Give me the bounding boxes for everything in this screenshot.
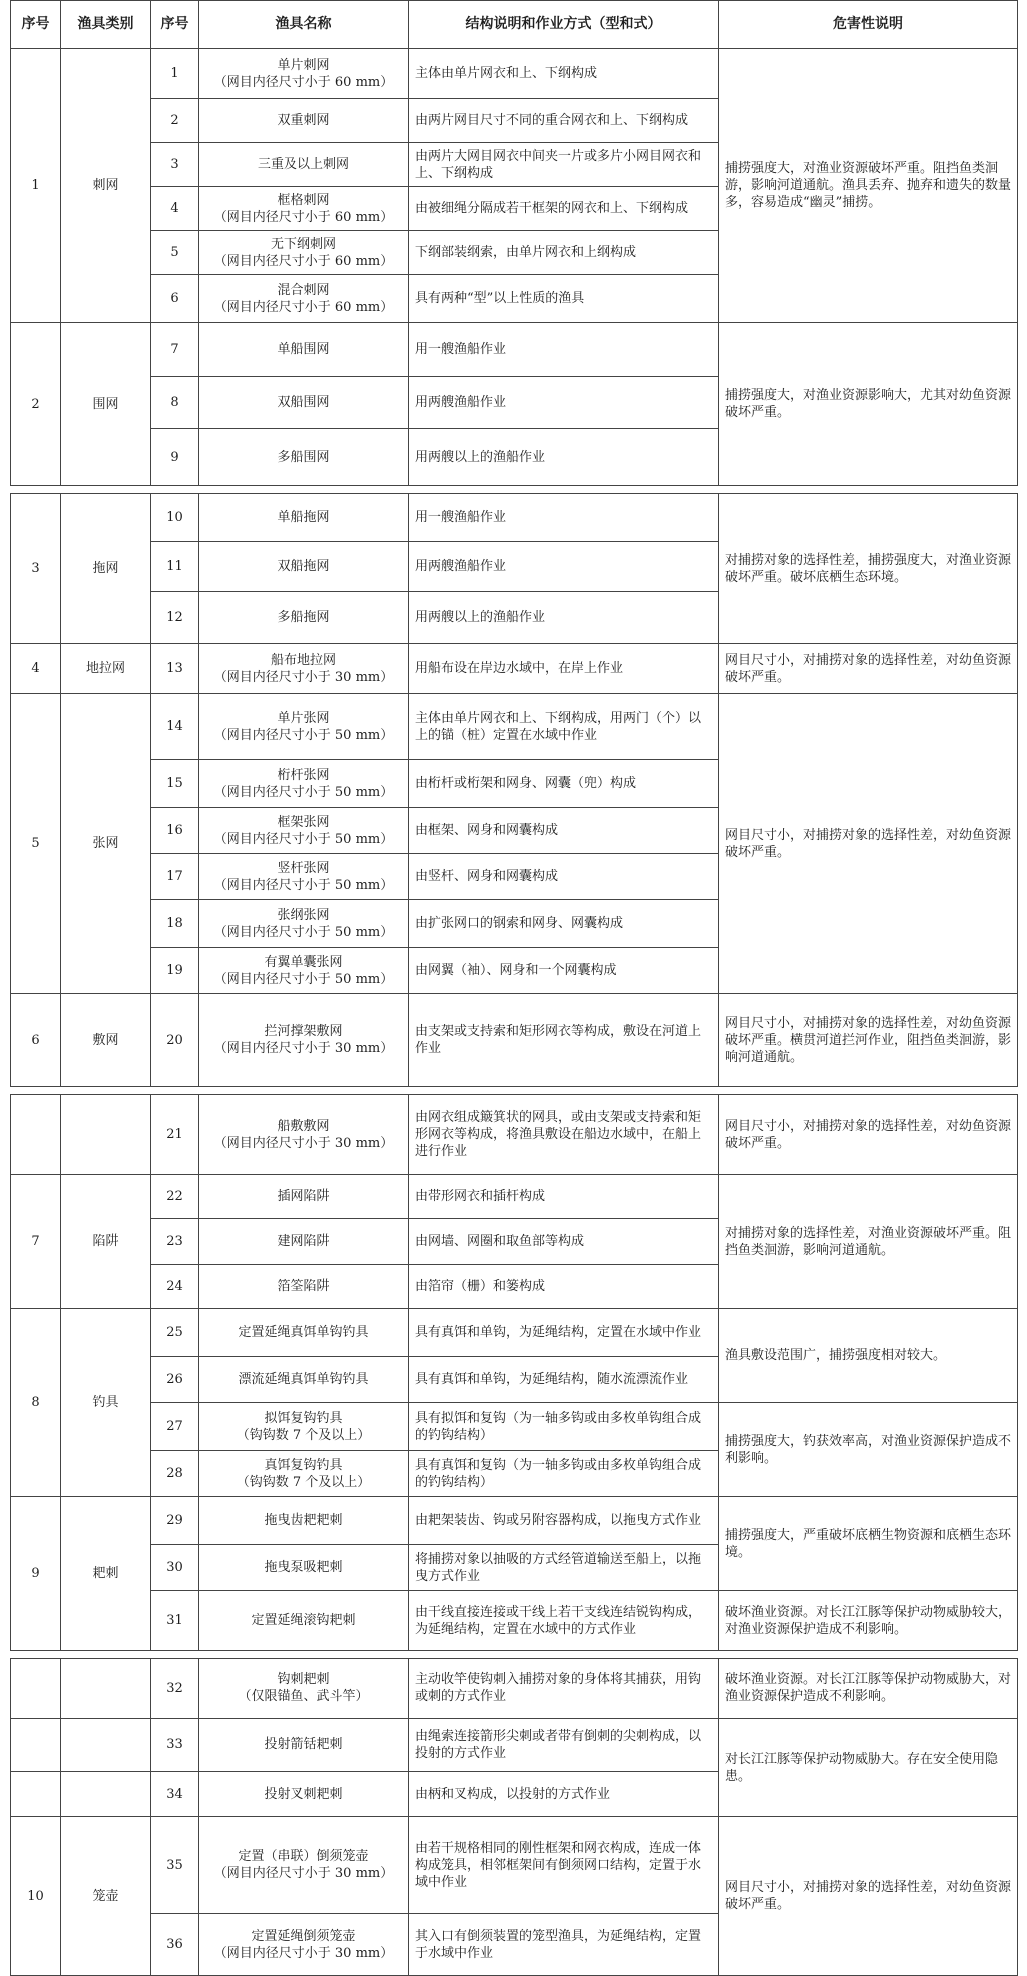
structure-description: 下纲部装纲索，由单片网衣和上纲构成 [409,231,719,275]
gear-name: 拦河撑架敷网 （网目内径尺寸小于 30 mm） [199,994,409,1087]
table-row [11,1817,1018,1914]
column-header: 危害性说明 [719,1,1018,49]
structure-description: 由带形网衣和插杆构成 [409,1175,719,1219]
table-segment-4 [10,1658,1017,1976]
column-header: 渔具名称 [199,1,409,49]
gear-number: 35 [151,1817,199,1914]
gear-name: 插网陷阱 [199,1175,409,1219]
gear-number: 34 [151,1772,199,1817]
category-number: 5 [11,694,61,994]
gear-name: 漂流延绳真饵单钩钓具 [199,1357,409,1403]
gear-number: 11 [151,542,199,592]
gear-name: 投射叉刺耙刺 [199,1772,409,1817]
gear-name: 单片张网 （网目内径尺寸小于 50 mm） [199,694,409,760]
gear-name: 桁杆张网 （网目内径尺寸小于 50 mm） [199,760,409,808]
structure-description: 由干线直接连接或干线上若干支线连结锐钩构成，为延绳结构，定置在水域中的方式作业 [409,1591,719,1651]
gear-name: 投射箭铦耙刺 [199,1718,409,1772]
hazard-description: 捕捞强度大，严重破坏底栖生物资源和底栖生态环境。 [719,1497,1018,1591]
gear-name: 多船拖网 [199,592,409,644]
table-row [11,644,1018,694]
structure-description: 具有拟饵和复钩（为一轴多钩或由多枚单钩组合成的钓钩结构） [409,1403,719,1451]
structure-description: 将捕捞对象以抽吸的方式经管道输送至船上，以拖曳方式作业 [409,1545,719,1591]
hazard-description: 捕捞强度大，钓获效率高，对渔业资源保护造成不利影响。 [719,1403,1018,1497]
category-number: 7 [11,1175,61,1309]
gear-name: 多船围网 [199,429,409,486]
category-number [11,1718,61,1772]
gear-number: 14 [151,694,199,760]
gear-category [61,1772,151,1817]
gear-number: 9 [151,429,199,486]
gear-number: 28 [151,1451,199,1497]
gear-number: 24 [151,1265,199,1309]
gear-name: 单船拖网 [199,494,409,542]
gear-number: 6 [151,275,199,323]
gear-name: 竖杆张网 （网目内径尺寸小于 50 mm） [199,854,409,900]
gear-category: 笼壶 [61,1817,151,1976]
gear-category: 围网 [61,323,151,486]
gear-number: 16 [151,808,199,854]
structure-description: 由柄和叉构成，以投射的方式作业 [409,1772,719,1817]
table-row [11,1095,1018,1175]
structure-description: 由框架、网身和网囊构成 [409,808,719,854]
table-row [11,694,1018,760]
table-segment-2 [10,493,1017,1086]
column-header: 结构说明和作业方式（型和式） [409,1,719,49]
gear-number: 2 [151,99,199,143]
gear-name: 框架张网 （网目内径尺寸小于 50 mm） [199,808,409,854]
fishing-gear-table [10,493,1018,1087]
gear-name: 定置延绳滚钩耙刺 [199,1591,409,1651]
gear-name: 双船拖网 [199,542,409,592]
gear-number: 25 [151,1309,199,1357]
structure-description: 由网墙、网圈和取鱼部等构成 [409,1219,719,1265]
table-row [11,1309,1018,1357]
gear-name: 混合刺网 （网目内径尺寸小于 60 mm） [199,275,409,323]
table-row [11,1403,1018,1451]
table-row [11,49,1018,99]
structure-description: 由扩张网口的钢索和网身、网囊构成 [409,900,719,948]
structure-description: 由被细绳分隔成若干框架的网衣和上、下纲构成 [409,187,719,231]
gear-number: 18 [151,900,199,948]
header-row [11,1,1018,49]
gear-number: 7 [151,323,199,377]
table-row [11,323,1018,377]
structure-description: 用一艘渔船作业 [409,494,719,542]
hazard-description: 破坏渔业资源。对长江江豚等保护动物威胁大，对渔业资源保护造成不利影响。 [719,1659,1018,1719]
gear-name: 建网陷阱 [199,1219,409,1265]
gear-number: 26 [151,1357,199,1403]
gear-category [61,1095,151,1175]
gear-category: 张网 [61,694,151,994]
table-segment-1 [10,0,1017,485]
structure-description: 由耙架装齿、钩或另附容器构成，以拖曳方式作业 [409,1497,719,1545]
structure-description: 由箔帘（栅）和篓构成 [409,1265,719,1309]
gear-name: 张纲张网 （网目内径尺寸小于 50 mm） [199,900,409,948]
gear-name: 有翼单囊张网 （网目内径尺寸小于 50 mm） [199,948,409,994]
fishing-gear-table [10,1094,1018,1651]
gear-number: 36 [151,1914,199,1976]
structure-description: 用两艘以上的渔船作业 [409,429,719,486]
category-number: 2 [11,323,61,486]
structure-description: 具有真饵和单钩，为延绳结构，定置在水域中作业 [409,1309,719,1357]
structure-description: 用两艘渔船作业 [409,542,719,592]
gear-number: 19 [151,948,199,994]
table-segment-3 [10,1094,1017,1650]
category-number: 3 [11,494,61,644]
structure-description: 主体由单片网衣和上、下纲构成，用两门（个）以上的锚（桩）定置在水域中作业 [409,694,719,760]
gear-name: 拖曳齿耙耙刺 [199,1497,409,1545]
gear-number: 27 [151,1403,199,1451]
gear-number: 17 [151,854,199,900]
gear-number: 31 [151,1591,199,1651]
hazard-description: 对捕捞对象的选择性差，对渔业资源破坏严重。阻挡鱼类洄游，影响河道通航。 [719,1175,1018,1309]
category-number: 10 [11,1817,61,1976]
gear-number: 23 [151,1219,199,1265]
gear-number: 12 [151,592,199,644]
category-number: 4 [11,644,61,694]
structure-description: 具有真饵和单钩，为延绳结构，随水流漂流作业 [409,1357,719,1403]
gear-number: 8 [151,377,199,429]
gear-name: 单船围网 [199,323,409,377]
gear-number: 21 [151,1095,199,1175]
category-number [11,1772,61,1817]
gear-number: 22 [151,1175,199,1219]
gear-number: 33 [151,1718,199,1772]
structure-description: 由绳索连接箭形尖刺或者带有倒刺的尖刺构成，以投射的方式作业 [409,1718,719,1772]
hazard-description: 网目尺寸小，对捕捞对象的选择性差，对幼鱼资源破坏严重。 [719,1817,1018,1976]
gear-number: 20 [151,994,199,1087]
category-number [11,1095,61,1175]
structure-description: 由网翼（袖）、网身和一个网囊构成 [409,948,719,994]
fishing-gear-table [10,1658,1018,1976]
hazard-description: 捕捞强度大，对渔业资源破坏严重。阻挡鱼类洄游，影响河道通航。渔具丢弃、抛弃和遗失的数量多，容易造成“幽灵”捕捞。 [719,49,1018,323]
structure-description: 具有真饵和复钩（为一轴多钩或由多枚单钩组合成的钓钩结构） [409,1451,719,1497]
gear-number: 3 [151,143,199,187]
category-number: 1 [11,49,61,323]
structure-description: 由支架或支持索和矩形网衣等构成，敷设在河道上作业 [409,994,719,1087]
gear-name: 定置延绳真饵单钩钓具 [199,1309,409,1357]
structure-description: 其入口有倒须装置的笼型渔具，为延绳结构，定置于水域中作业 [409,1914,719,1976]
gear-number: 15 [151,760,199,808]
gear-name: 定置延绳倒须笼壶 （网目内径尺寸小于 30 mm） [199,1914,409,1976]
structure-description: 由网衣组成簸箕状的网具，或由支架或支持索和矩形网衣等构成，将渔具敷设在船边水域中，在船上进行作业 [409,1095,719,1175]
structure-description: 由桁杆或桁架和网身、网囊（兜）构成 [409,760,719,808]
hazard-description: 网目尺寸小，对捕捞对象的选择性差，对幼鱼资源破坏严重。 [719,1095,1018,1175]
gear-number: 4 [151,187,199,231]
category-number [11,1659,61,1719]
gear-name: 单片刺网 （网目内径尺寸小于 60 mm） [199,49,409,99]
gear-number: 5 [151,231,199,275]
hazard-description: 破坏渔业资源。对长江江豚等保护动物威胁较大，对渔业资源保护造成不利影响。 [719,1591,1018,1651]
hazard-description: 捕捞强度大，对渔业资源影响大，尤其对幼鱼资源破坏严重。 [719,323,1018,486]
gear-number: 30 [151,1545,199,1591]
structure-description: 具有两种“型”以上性质的渔具 [409,275,719,323]
structure-description: 由两片网目尺寸不同的重合网衣和上、下纲构成 [409,99,719,143]
table-row [11,994,1018,1087]
hazard-description: 对长江江豚等保护动物威胁大。存在安全使用隐患。 [719,1718,1018,1817]
structure-description: 用两艘渔船作业 [409,377,719,429]
gear-number: 10 [151,494,199,542]
fishing-gear-table [10,0,1018,486]
gear-category: 刺网 [61,49,151,323]
gear-name: 箔筌陷阱 [199,1265,409,1309]
gear-name: 钩刺耙刺 （仅限锚鱼、武斗竿） [199,1659,409,1719]
column-header: 序号 [151,1,199,49]
hazard-description: 网目尺寸小，对捕捞对象的选择性差，对幼鱼资源破坏严重。 [719,694,1018,994]
gear-name: 双船围网 [199,377,409,429]
category-number: 6 [11,994,61,1087]
gear-category: 地拉网 [61,644,151,694]
structure-description: 由两片大网目网衣中间夹一片或多片小网目网衣和上、下纲构成 [409,143,719,187]
hazard-description: 对捕捞对象的选择性差，捕捞强度大，对渔业资源破坏严重。破坏底栖生态环境。 [719,494,1018,644]
column-header: 序号 [11,1,61,49]
gear-name: 框格刺网 （网目内径尺寸小于 60 mm） [199,187,409,231]
structure-description: 由竖杆、网身和网囊构成 [409,854,719,900]
gear-category [61,1718,151,1772]
gear-category: 陷阱 [61,1175,151,1309]
table-row [11,1497,1018,1545]
gear-category: 耙刺 [61,1497,151,1651]
gear-name: 拖曳泵吸耙刺 [199,1545,409,1591]
structure-description: 由若干规格相同的刚性框架和网衣构成，连成一体构成笼具，相邻框架间有倒须网口结构，定置于水域中作业 [409,1817,719,1914]
gear-name: 真饵复钩钓具 （钩钩数 7 个及以上） [199,1451,409,1497]
structure-description: 用船布设在岸边水域中，在岸上作业 [409,644,719,694]
gear-number: 29 [151,1497,199,1545]
gear-number: 32 [151,1659,199,1719]
structure-description: 用两艘以上的渔船作业 [409,592,719,644]
gear-number: 1 [151,49,199,99]
hazard-description: 网目尺寸小，对捕捞对象的选择性差，对幼鱼资源破坏严重。 [719,644,1018,694]
hazard-description: 网目尺寸小，对捕捞对象的选择性差，对幼鱼资源破坏严重。横贯河道拦河作业，阻挡鱼类洄游，影响河道通航。 [719,994,1018,1087]
gear-category [61,1659,151,1719]
gear-name: 拟饵复钩钓具 （钩钩数 7 个及以上） [199,1403,409,1451]
category-number: 8 [11,1309,61,1497]
gear-number: 13 [151,644,199,694]
gear-name: 船布地拉网 （网目内径尺寸小于 30 mm） [199,644,409,694]
gear-name: 三重及以上刺网 [199,143,409,187]
structure-description: 主体由单片网衣和上、下纲构成 [409,49,719,99]
gear-name: 定置（串联）倒须笼壶 （网目内径尺寸小于 30 mm） [199,1817,409,1914]
category-number: 9 [11,1497,61,1651]
table-row [11,1175,1018,1219]
gear-name: 无下纲刺网 （网目内径尺寸小于 60 mm） [199,231,409,275]
gear-category: 拖网 [61,494,151,644]
table-row [11,494,1018,542]
hazard-description: 渔具敷设范围广，捕捞强度相对较大。 [719,1309,1018,1403]
gear-category: 钓具 [61,1309,151,1497]
table-row [11,1591,1018,1651]
structure-description: 主动收竿使钩刺入捕捞对象的身体将其捕获，用钩或刺的方式作业 [409,1659,719,1719]
column-header: 渔具类别 [61,1,151,49]
table-row [11,1659,1018,1719]
table-row [11,1718,1018,1772]
gear-name: 双重刺网 [199,99,409,143]
structure-description: 用一艘渔船作业 [409,323,719,377]
gear-category: 敷网 [61,994,151,1087]
gear-name: 船敷敷网 （网目内径尺寸小于 30 mm） [199,1095,409,1175]
